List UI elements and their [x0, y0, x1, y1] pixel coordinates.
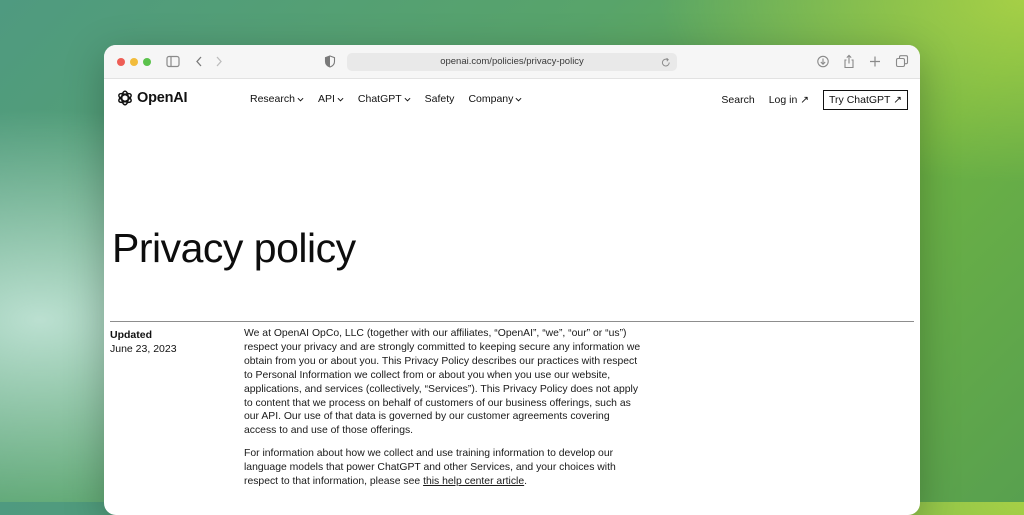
- main-menu: [250, 93, 536, 105]
- menu-item-label: API: [317, 93, 335, 105]
- menu-item-chatgpt[interactable]: [358, 93, 411, 105]
- new-tab-icon[interactable]: [869, 53, 881, 70]
- updated-date: June 23, 2023: [110, 343, 177, 355]
- page-title: Privacy policy: [112, 225, 356, 271]
- minimize-window-button[interactable]: [130, 58, 138, 66]
- try-chatgpt-button[interactable]: Try ChatGPT ↗: [823, 90, 908, 110]
- menu-item-label: ChatGPT: [357, 93, 402, 105]
- chevron-down-icon: [297, 96, 304, 103]
- menu-item-label: Research: [250, 93, 295, 105]
- policy-body: [244, 327, 644, 498]
- intro-paragraph: We at OpenAI OpCo, LLC (together with our affiliates, “OpenAI”, “we”, “our” or “us”) respect your privacy and are strongly committed to keeping secure any information we obtain from you or about you. This Privacy Policy describes our practices with respect to Personal Information we collect from or about you when you use our website, applications, and services (collectively, “Services”). This Privacy Policy does not apply to content that we process on behalf of customers of our business offerings, such as our API. Our use of that data is governed by our customer agreements covering access to and use of those offerings.: [244, 328, 641, 437]
- menu-item-safety[interactable]: [425, 93, 455, 105]
- search-link[interactable]: Search: [721, 94, 755, 106]
- openai-logo-icon: [116, 89, 134, 107]
- address-bar[interactable]: [347, 53, 677, 71]
- menu-item-company[interactable]: [468, 93, 522, 105]
- browser-window: [104, 45, 920, 515]
- downloads-icon[interactable]: [816, 53, 830, 70]
- training-info-text: For information about how we collect and use training information to develop our language models that power ChatGPT and other Services, and your choices with respect to that information, please see: [244, 448, 616, 488]
- menu-item-label: Company: [468, 93, 514, 105]
- section-divider: [110, 321, 914, 322]
- update-info: [110, 328, 177, 356]
- logo-text: OpenAI: [137, 90, 188, 106]
- training-info-end: .: [524, 476, 528, 488]
- zoom-window-button[interactable]: [143, 58, 151, 66]
- chevron-down-icon: [404, 96, 411, 103]
- menu-item-research[interactable]: [250, 93, 304, 105]
- chevron-down-icon: [337, 96, 344, 103]
- privacy-shield-icon[interactable]: [324, 53, 336, 70]
- forward-icon[interactable]: [214, 53, 224, 70]
- site-header: [104, 79, 920, 119]
- openai-logo[interactable]: [116, 89, 187, 107]
- menu-item-api[interactable]: [318, 93, 344, 105]
- browser-toolbar: [104, 45, 920, 79]
- training-info-paragraph: [244, 447, 644, 489]
- tab-overview-icon[interactable]: [895, 53, 909, 70]
- reload-icon[interactable]: [661, 56, 671, 74]
- header-actions: [721, 90, 908, 110]
- back-icon[interactable]: [194, 53, 204, 70]
- updated-label: Updated: [110, 329, 152, 341]
- close-window-button[interactable]: [117, 58, 125, 66]
- chevron-down-icon: [515, 96, 522, 103]
- share-icon[interactable]: [843, 53, 855, 70]
- address-url: openai.com/policies/privacy-policy: [440, 56, 584, 67]
- menu-item-label: Safety: [424, 93, 455, 105]
- sidebar-icon[interactable]: [166, 53, 180, 70]
- help-center-link[interactable]: this help center article: [423, 476, 525, 488]
- login-link[interactable]: Log in ↗: [768, 94, 810, 106]
